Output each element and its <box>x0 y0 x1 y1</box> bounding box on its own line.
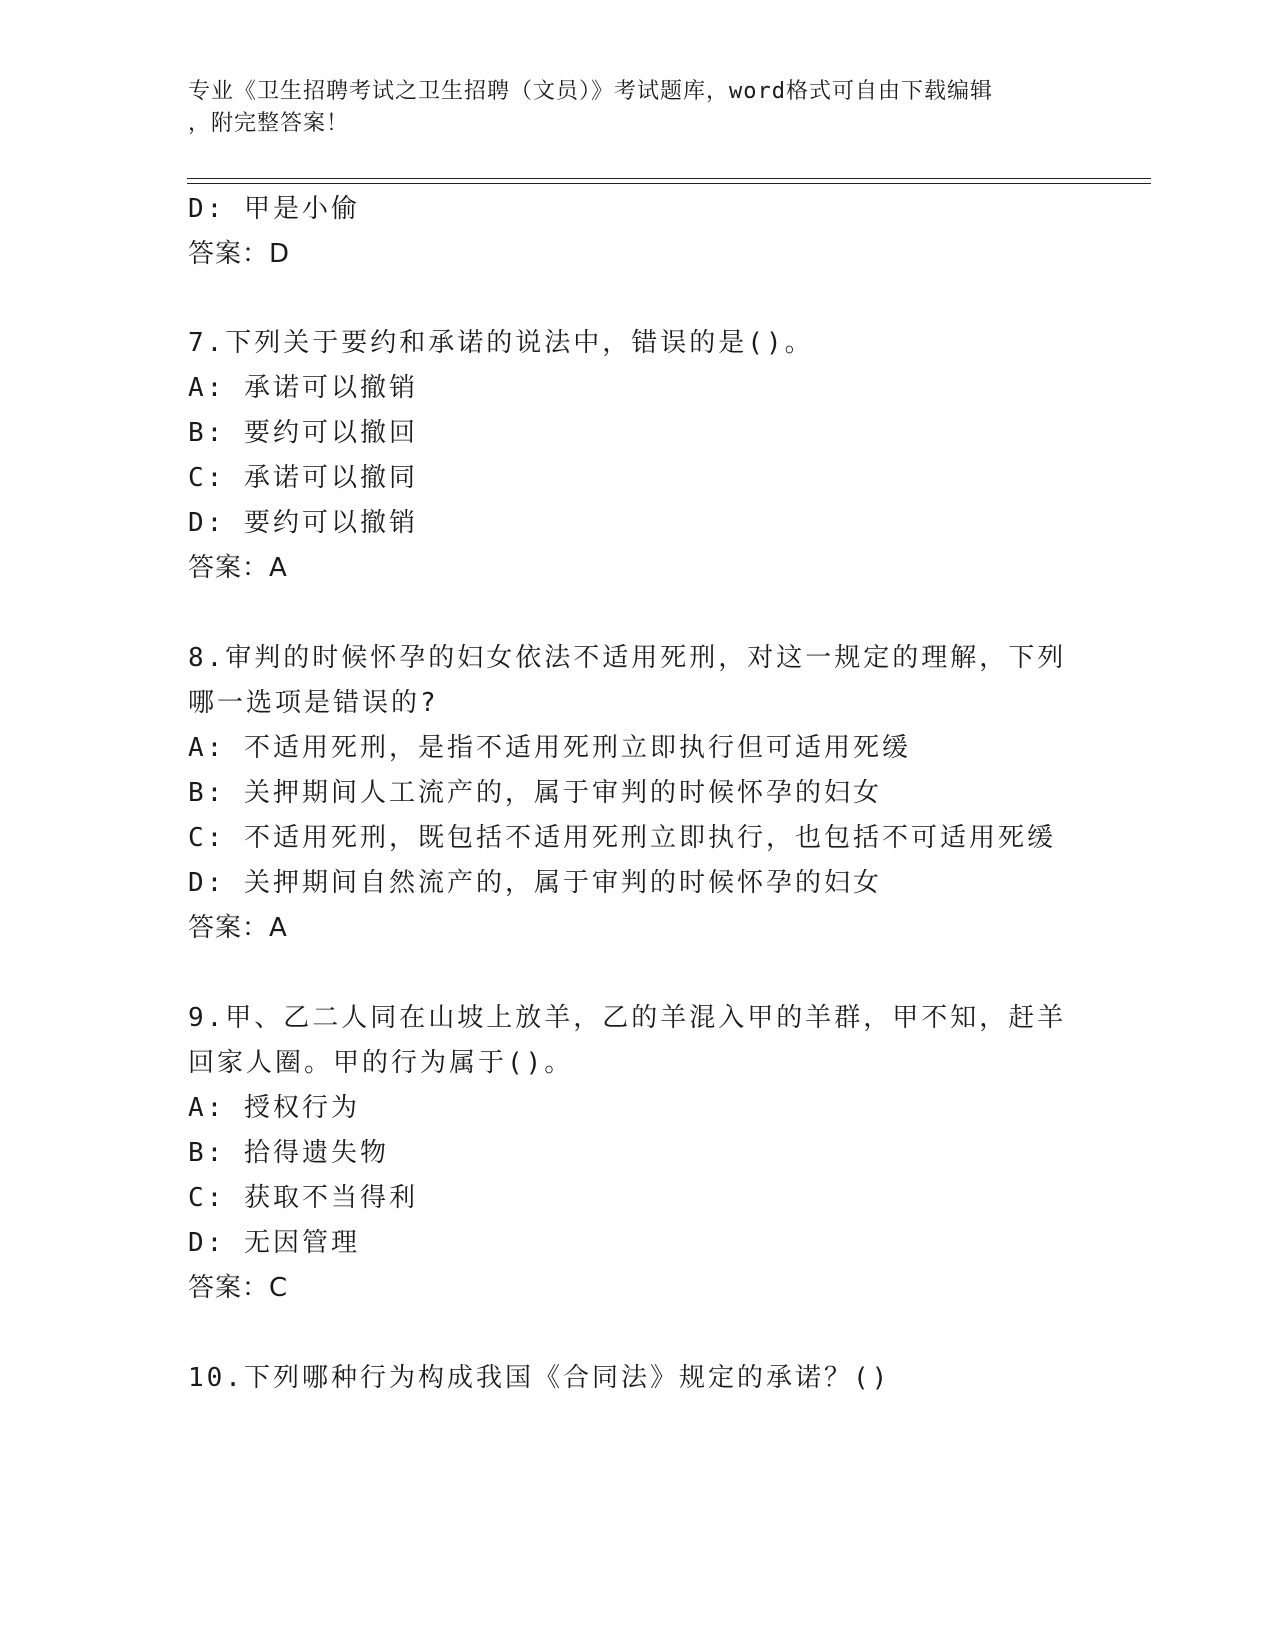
q7-option-a: A: 承诺可以撤销 <box>188 373 418 403</box>
q9-answer: 答案：C <box>188 1273 289 1303</box>
q6-answer: 答案：D <box>188 239 291 269</box>
q7-option-b: B: 要约可以撤回 <box>188 418 418 448</box>
document-header <box>188 76 1088 140</box>
q10-stem: 10.下列哪种行为构成我国《合同法》规定的承诺？() <box>188 1363 891 1393</box>
q6-option-d: D: 甲是小偷 <box>188 194 360 224</box>
q8-option-d: D: 关押期间自然流产的，属于审判的时候怀孕的妇女 <box>188 868 882 898</box>
q8-stem-line-2: 哪一选项是错误的? <box>188 688 439 718</box>
q7-option-d: D: 要约可以撤销 <box>188 508 418 538</box>
q8-answer: 答案：A <box>188 913 288 943</box>
q7-answer: 答案：A <box>188 553 288 583</box>
q8-option-c: C: 不适用死刑，既包括不适用死刑立即执行，也包括不可适用死缓 <box>188 823 1056 853</box>
q9-option-b: B: 拾得遗失物 <box>188 1138 389 1168</box>
q8-stem-line-1: 8.审判的时候怀孕的妇女依法不适用死刑，对这一规定的理解，下列 <box>188 643 1067 673</box>
header-line-2: ，附完整答案！ <box>188 111 350 136</box>
header-divider-bottom <box>187 183 1151 184</box>
q9-option-d: D: 无因管理 <box>188 1228 360 1258</box>
header-divider-top <box>187 178 1151 179</box>
q7-stem: 7.下列关于要约和承诺的说法中，错误的是()。 <box>188 328 814 358</box>
q9-option-a: A: 授权行为 <box>188 1093 360 1123</box>
q9-stem-line-2: 回家人圈。甲的行为属于()。 <box>188 1048 574 1078</box>
q8-option-b: B: 关押期间人工流产的，属于审判的时候怀孕的妇女 <box>188 778 882 808</box>
q9-stem-line-1: 9.甲、乙二人同在山坡上放羊，乙的羊混入甲的羊群，甲不知，赶羊 <box>188 1003 1067 1033</box>
q8-option-a: A: 不适用死刑，是指不适用死刑立即执行但可适用死缓 <box>188 733 911 763</box>
header-line-1: 专业《卫生招聘考试之卫生招聘（文员）》考试题库，word格式可自由下载编辑 <box>188 79 993 104</box>
q7-option-c: C: 承诺可以撤同 <box>188 463 418 493</box>
q9-option-c: C: 获取不当得利 <box>188 1183 418 1213</box>
